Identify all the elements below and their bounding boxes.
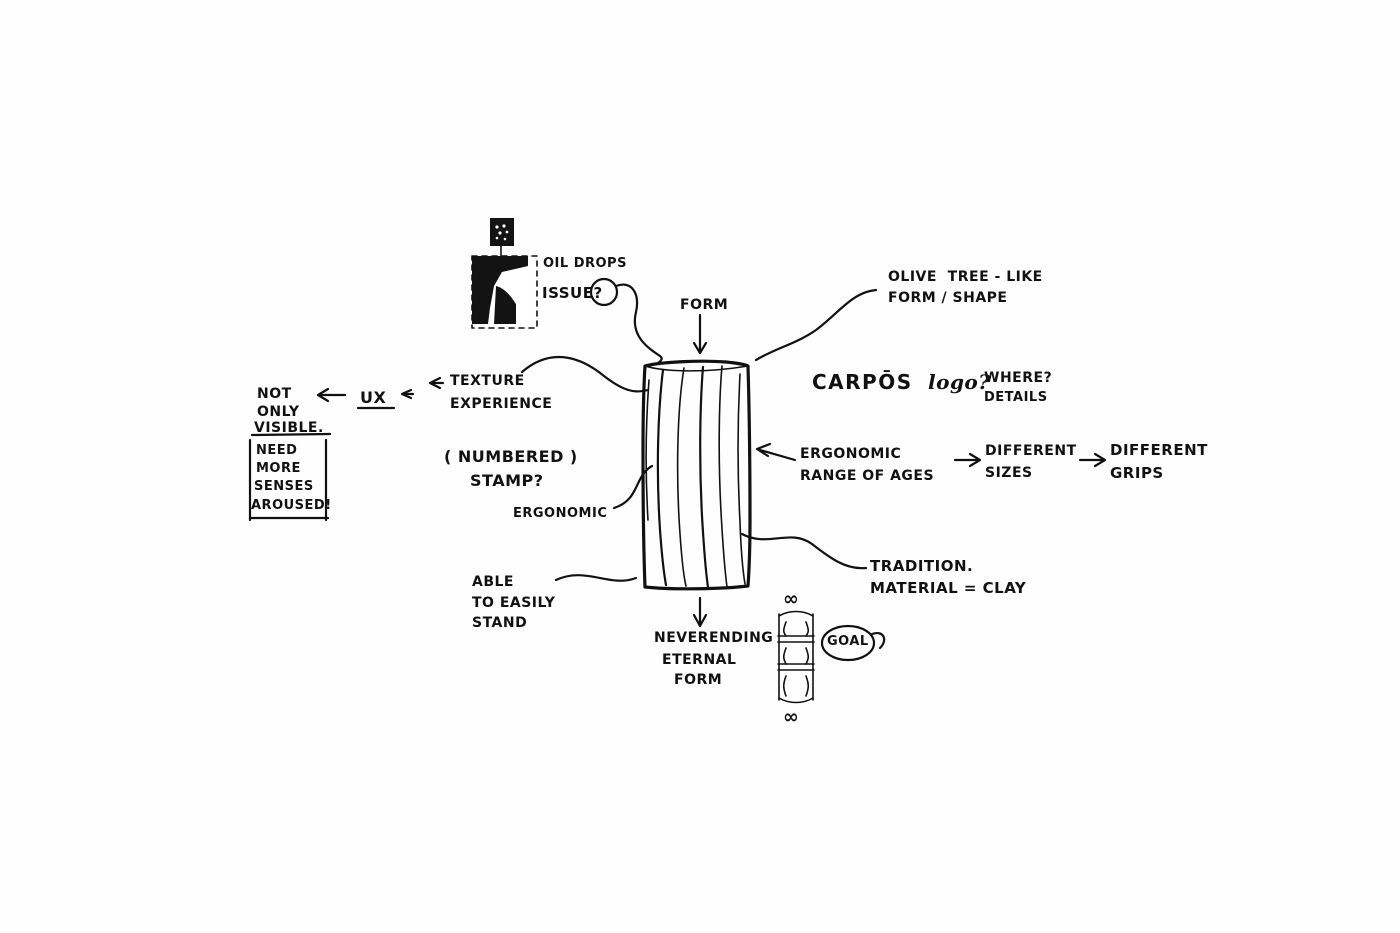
label-texture-line1: TEXTURE: [450, 373, 525, 389]
label-neverending-line3: FORM: [674, 672, 723, 688]
label-goal: GOAL: [827, 634, 869, 649]
label-more: MORE: [256, 461, 301, 476]
label-aroused: AROUSED!: [251, 498, 332, 513]
label-tradition-line1: TRADITION.: [870, 557, 974, 575]
label-tradition-line2: MATERIAL = CLAY: [870, 579, 1027, 597]
label-form-top: FORM: [680, 297, 729, 313]
label-senses: SENSES: [254, 479, 314, 494]
label-ux: UX: [360, 388, 387, 407]
label-not: NOT: [257, 386, 292, 402]
label-oil-drops: OIL DROPS: [543, 256, 627, 271]
label-olive-tree-line2: FORM / SHAPE: [888, 290, 1008, 306]
label-infinity-bottom: ∞: [783, 706, 800, 728]
label-ergonomic-line1: ERGONOMIC: [800, 446, 902, 462]
label-able-line1: ABLE: [472, 574, 514, 590]
label-olive-tree-line1: OLIVE TREE - LIKE: [888, 269, 1043, 285]
label-neverending-line2: ETERNAL: [662, 652, 737, 668]
label-visible: VISIBLE.: [254, 420, 324, 436]
label-ergonomic-pointer: ERGONOMIC: [513, 506, 608, 521]
label-texture-line2: EXPERIENCE: [450, 396, 553, 412]
label-able-line3: STAND: [472, 615, 528, 631]
label-ergonomic-line2: RANGE OF AGES: [800, 468, 935, 484]
label-different-sizes-line2: SIZES: [985, 465, 1033, 481]
label-neverending-line1: NEVERENDING: [654, 630, 774, 646]
label-only: ONLY: [257, 404, 300, 420]
label-need: NEED: [256, 443, 298, 458]
label-details: DETAILS: [984, 390, 1048, 405]
label-infinity-top: ∞: [783, 588, 800, 610]
label-where: WHERE?: [984, 370, 1053, 386]
label-different-grips-line2: GRIPS: [1110, 464, 1164, 482]
label-able-line2: TO EASILY: [472, 595, 556, 611]
label-different-grips-line1: DIFFERENT: [1110, 441, 1208, 459]
label-numbered-line1: ( NUMBERED ): [444, 447, 578, 466]
label-issue: ISSUE?: [542, 284, 603, 302]
label-brand-logo-word: logo?: [928, 370, 991, 394]
label-different-sizes-line1: DIFFERENT: [985, 443, 1077, 459]
label-numbered-line2: STAMP?: [470, 471, 544, 490]
label-brand-name: CARPŌS: [812, 370, 913, 394]
